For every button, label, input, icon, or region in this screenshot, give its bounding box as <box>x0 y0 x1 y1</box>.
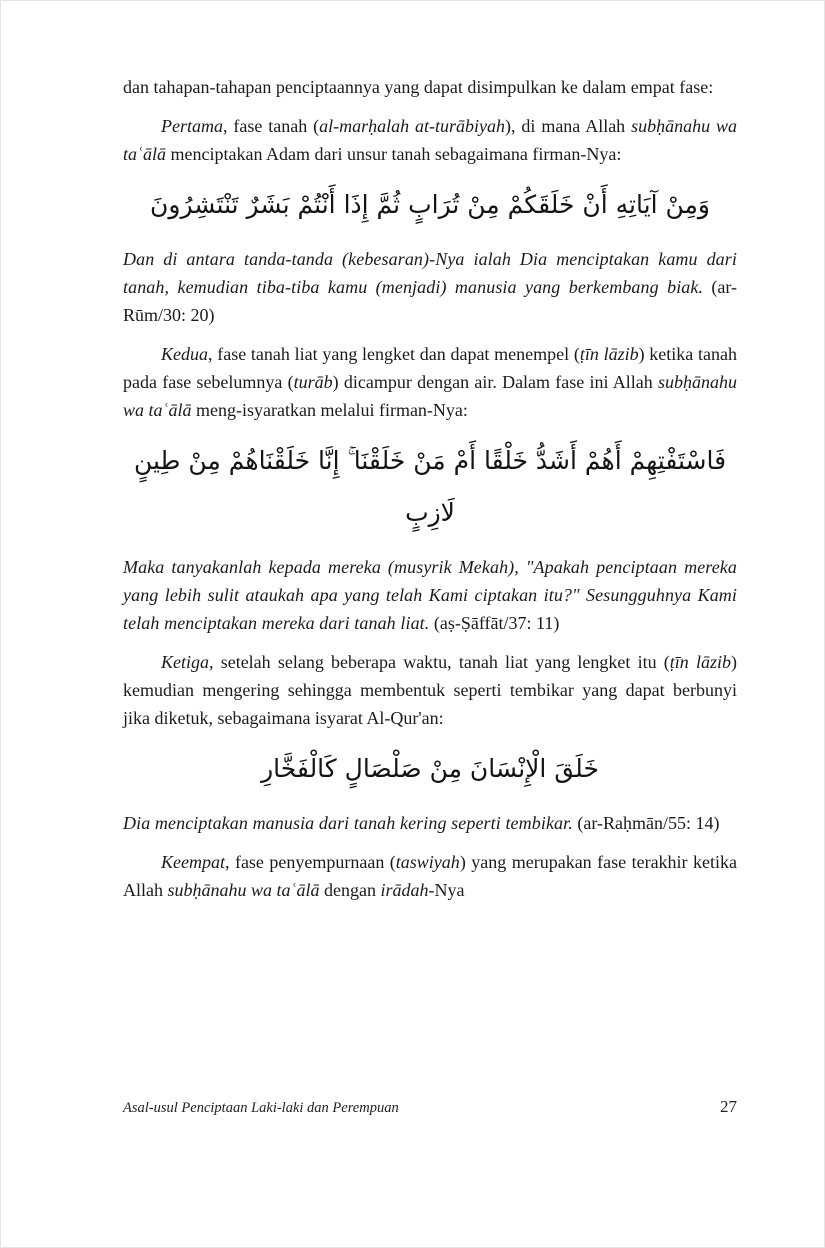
text-run: , fase tanah ( <box>223 116 320 136</box>
body-paragraph <box>123 848 737 904</box>
arabic-verse: فَاسْتَفْتِهِمْ أَهُمْ أَشَدُّ خَلْقًا أَمْ مَنْ خَلَقْنَا ۚ إِنَّا خَلَقْنَاهُمْ مِنْ طِينٍ لَازِبٍ <box>133 446 727 527</box>
text-run: (ar-Rūm/30: 20) <box>123 277 737 325</box>
arabic-verse: وَمِنْ آيَاتِهِ أَنْ خَلَقَكُمْ مِنْ تُرَابٍ ثُمَّ إِذَا أَنْتُمْ بَشَرٌ تَنْتَشِرُونَ <box>150 190 710 219</box>
footer-book-title: Asal-usul Penciptaan Laki-laki dan Perempuan <box>123 1100 399 1116</box>
text-run: ) yang merupakan fase terakhir ketika Allah <box>123 852 737 900</box>
text-run: menciptakan Adam dari unsur tanah sebagaimana firman-Nya: <box>166 144 622 164</box>
text-run: ) dicampur dengan air. Dalam fase ini Allah <box>332 372 658 392</box>
footer <box>123 1097 737 1117</box>
body-paragraph <box>123 648 737 732</box>
text-run: subḥānahu wa taʿālā <box>167 880 320 900</box>
translation-paragraph <box>123 553 737 637</box>
text-run: Dia menciptakan manusia dari tanah kering seperti tembikar. <box>123 813 573 833</box>
text-run: , setelah selang beberapa waktu, tanah liat yang lengket itu ( <box>209 652 670 672</box>
translation-paragraph <box>123 809 737 837</box>
text-run: Kedua <box>161 344 208 364</box>
text-run: -Nya <box>428 880 465 900</box>
text-run: dan tahapan-tahapan penciptaannya yang dapat disimpulkan ke dalam empat fase: <box>123 77 714 97</box>
text-run: irādah <box>380 880 429 900</box>
text-run: (aṣ-Ṣāffāt/37: 11) <box>429 613 560 633</box>
text-run: Dan di antara tanda-tanda (kebesaran)-Nya ialah Dia menciptakan kamu dari tanah, kemudian tiba-tiba kamu (menjadi) manusia yang berkembang biak. <box>123 249 737 297</box>
body-paragraph <box>123 340 737 424</box>
text-run: meng-isyaratkan melalui firman-Nya: <box>191 400 468 420</box>
text-run: Maka tanyakanlah kepada mereka (musyrik Mekah), "Apakah penciptaan mereka yang lebih sulit ataukah apa yang telah Kami ciptakan itu?" Sesungguhnya Kami telah menciptakan mereka dari tanah liat. <box>123 557 737 633</box>
text-run: ) ketika tanah pada fase sebelumnya ( <box>123 344 737 392</box>
text-run: Ketiga <box>161 652 209 672</box>
text-run: ), di mana Allah <box>505 116 632 136</box>
text-run: , fase penyempurnaan ( <box>224 852 396 872</box>
page-body <box>123 73 737 915</box>
text-run: subḥānahu wa taʿālā <box>123 372 737 420</box>
text-run: ṭīn lāzib <box>579 344 639 364</box>
page-number: 27 <box>720 1097 737 1116</box>
arabic-verse: خَلَقَ الْإِنْسَانَ مِنْ صَلْصَالٍ كَالْفَخَّارِ <box>261 754 599 783</box>
text-run: taswiyah <box>395 852 460 872</box>
body-paragraph <box>123 73 737 101</box>
text-run: ṭīn lāzib <box>669 652 732 672</box>
text-run: Keempat <box>161 852 225 872</box>
text-run: turāb <box>293 372 333 392</box>
body-paragraph <box>123 112 737 168</box>
text-run: Pertama <box>161 116 223 136</box>
text-run: (ar-Raḥmān/55: 14) <box>572 813 720 833</box>
text-run: ) kemudian mengering sehingga membentuk seperti tembikar yang dapat berbunyi jika diketuk, sebagaimana isyarat Al-Qur'an: <box>123 652 738 728</box>
text-run: al-marḥalah at-turābiyah <box>319 116 506 136</box>
text-run: subḥānahu wa taʿālā <box>123 116 737 164</box>
text-run: dengan <box>319 880 381 900</box>
text-run: , fase tanah liat yang lengket dan dapat menempel ( <box>208 344 580 364</box>
translation-paragraph <box>123 245 737 329</box>
